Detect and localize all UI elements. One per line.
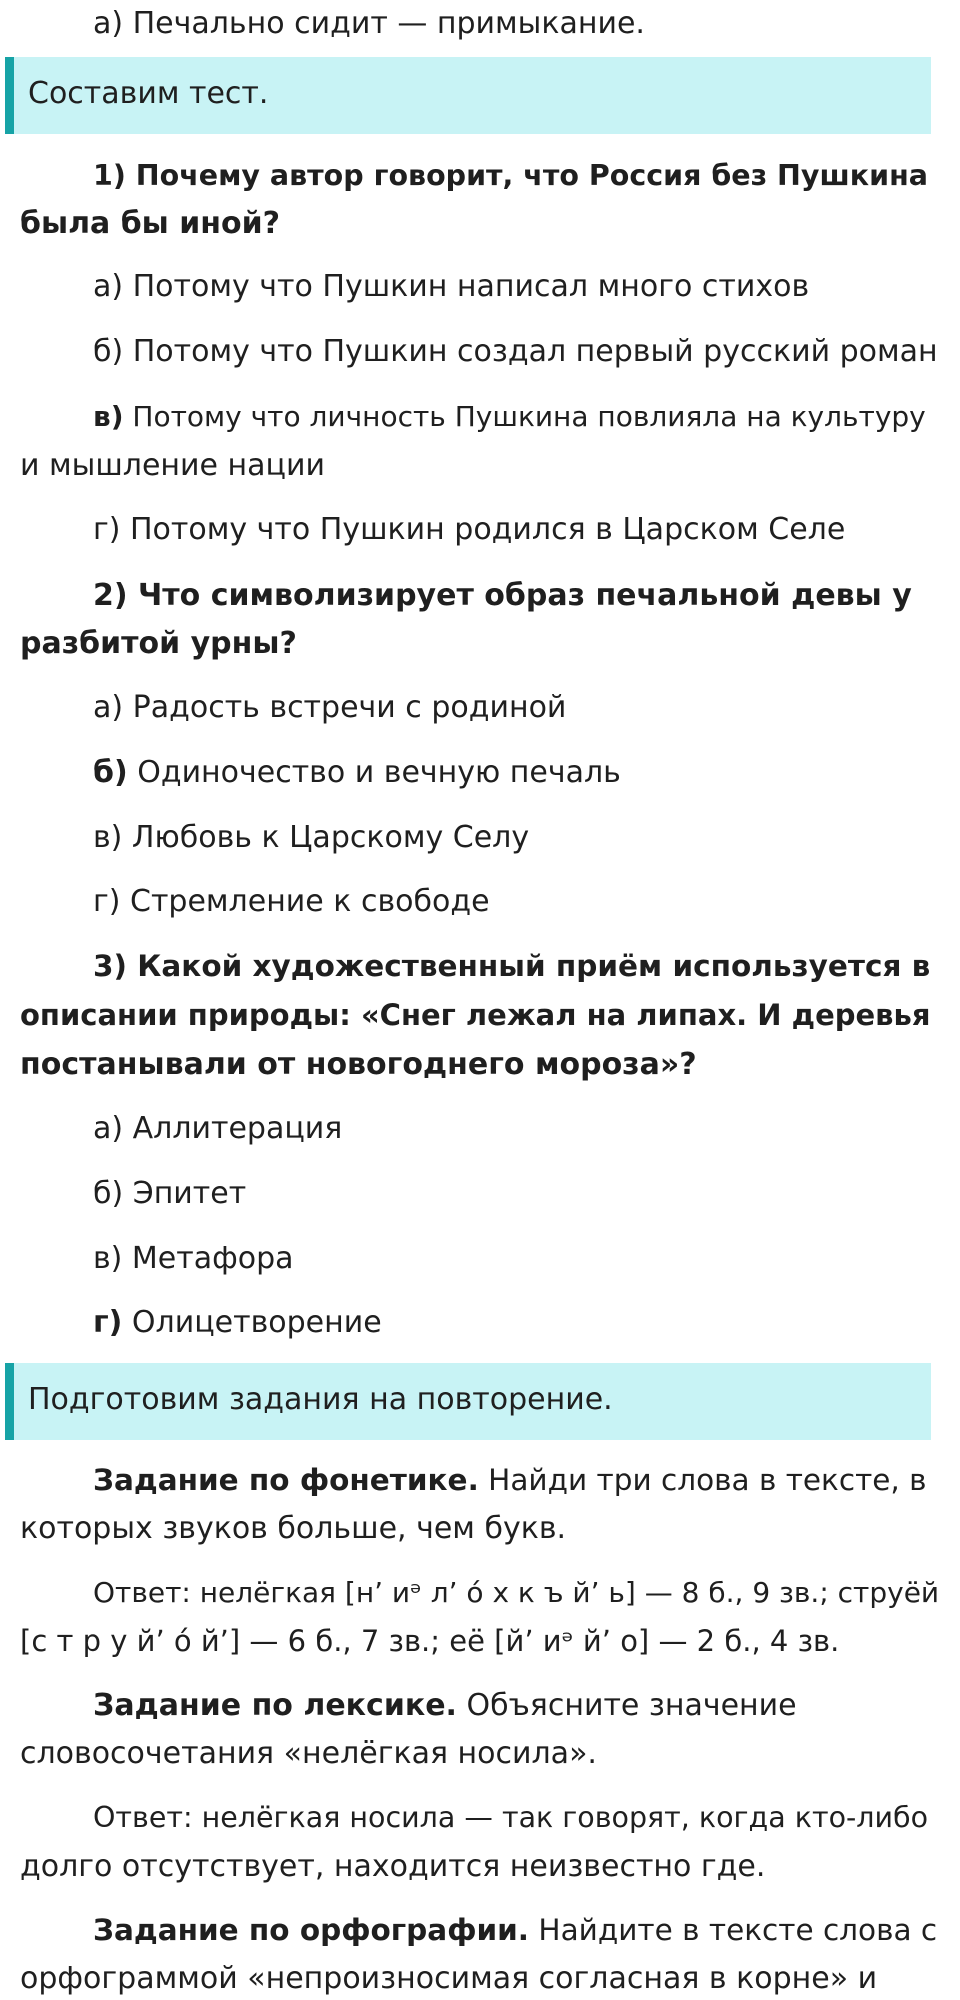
task-text-continuation: орфограммой «непроизносимая согласная в корне» и xyxy=(20,1961,878,1996)
task-label: Задание по лексике. xyxy=(93,1688,457,1723)
task-label: Задание по орфографии. xyxy=(93,1913,530,1947)
answer-option: в) Метафора xyxy=(93,1241,294,1276)
answer-option: в) Любовь к Царскому Селу xyxy=(93,820,530,855)
correct-answer-marker: в) xyxy=(93,400,124,433)
answer-option-correct xyxy=(93,1298,940,1347)
correct-answer-marker: б) xyxy=(93,755,128,790)
section-banner-test xyxy=(5,57,931,134)
task-answer-continuation: долго отсутствует, находится неизвестно где. xyxy=(20,1849,766,1884)
question-2-line-2: разбитой урны? xyxy=(20,626,297,661)
section-banner-title: Составим тест. xyxy=(28,76,269,111)
task-phonetics xyxy=(93,1456,940,1505)
answer-option: г) Потому что Пушкин родился в Царском Селе xyxy=(93,512,846,547)
answer-option-continuation: и мышление нации xyxy=(20,448,325,483)
question-2-line-1: 2) Что символизирует образ печальной девы у xyxy=(93,578,912,613)
task-text: Объясните значение xyxy=(456,1688,797,1723)
answer-text: Олицетворение xyxy=(122,1305,382,1340)
answer-option: б) Эпитет xyxy=(93,1176,247,1211)
task-text: Найдите в тексте слова с xyxy=(529,1913,938,1947)
task-lexicon xyxy=(93,1681,940,1730)
answer-option: г) Стремление к свободе xyxy=(93,884,490,919)
task-answer: Ответ: нелёгкая [н’ иᵊ л’ ó х к ъ й’ ь] — 8 б., 9 зв.; струёй xyxy=(93,1576,940,1609)
answer-option: а) Радость встречи с родиной xyxy=(93,690,567,725)
task-orthography xyxy=(93,1906,940,1955)
answer-text: Потому что личность Пушкина повлияла на культуру xyxy=(123,400,926,433)
answer-option: а) Потому что Пушкин написал много стихов xyxy=(93,269,810,304)
question-1-line-1: 1) Почему автор говорит, что Россия без Пушкина xyxy=(93,159,928,192)
question-3-line-2: описании природы: «Снег лежал на липах. И деревья xyxy=(20,998,931,1032)
section-banner-review xyxy=(5,1363,931,1440)
correct-answer-marker: г) xyxy=(93,1305,123,1340)
section-banner-title: Подготовим задания на повторение. xyxy=(28,1382,613,1417)
task-text-continuation: которых звуков больше, чем букв. xyxy=(20,1511,567,1546)
answer-option-correct xyxy=(93,392,940,441)
text-line: а) Печально сидит — примыкание. xyxy=(93,6,645,41)
task-answer: Ответ: нелёгкая носила — так говорят, когда кто-либо xyxy=(93,1801,929,1834)
task-label: Задание по фонетике. xyxy=(93,1463,479,1497)
question-3-line-1: 3) Какой художественный приём используется в xyxy=(93,949,931,983)
task-text-continuation: словосочетания «нелёгкая носила». xyxy=(20,1736,597,1771)
question-3-line-3: постанывали от новогоднего мороза»? xyxy=(20,1047,697,1082)
task-text: Найди три слова в тексте, в xyxy=(478,1463,927,1497)
answer-option: а) Аллитерация xyxy=(93,1111,343,1146)
answer-option: б) Потому что Пушкин создал первый русский роман xyxy=(93,334,938,369)
task-answer-continuation: [с т р у й’ ó й’] — 6 б., 7 зв.; её [й’ иᵊ й’ о] — 2 б., 4 зв. xyxy=(20,1624,840,1658)
question-1-line-2: была бы иной? xyxy=(20,206,281,241)
answer-option-correct xyxy=(93,748,940,797)
answer-text: Одиночество и вечную печаль xyxy=(127,755,621,790)
